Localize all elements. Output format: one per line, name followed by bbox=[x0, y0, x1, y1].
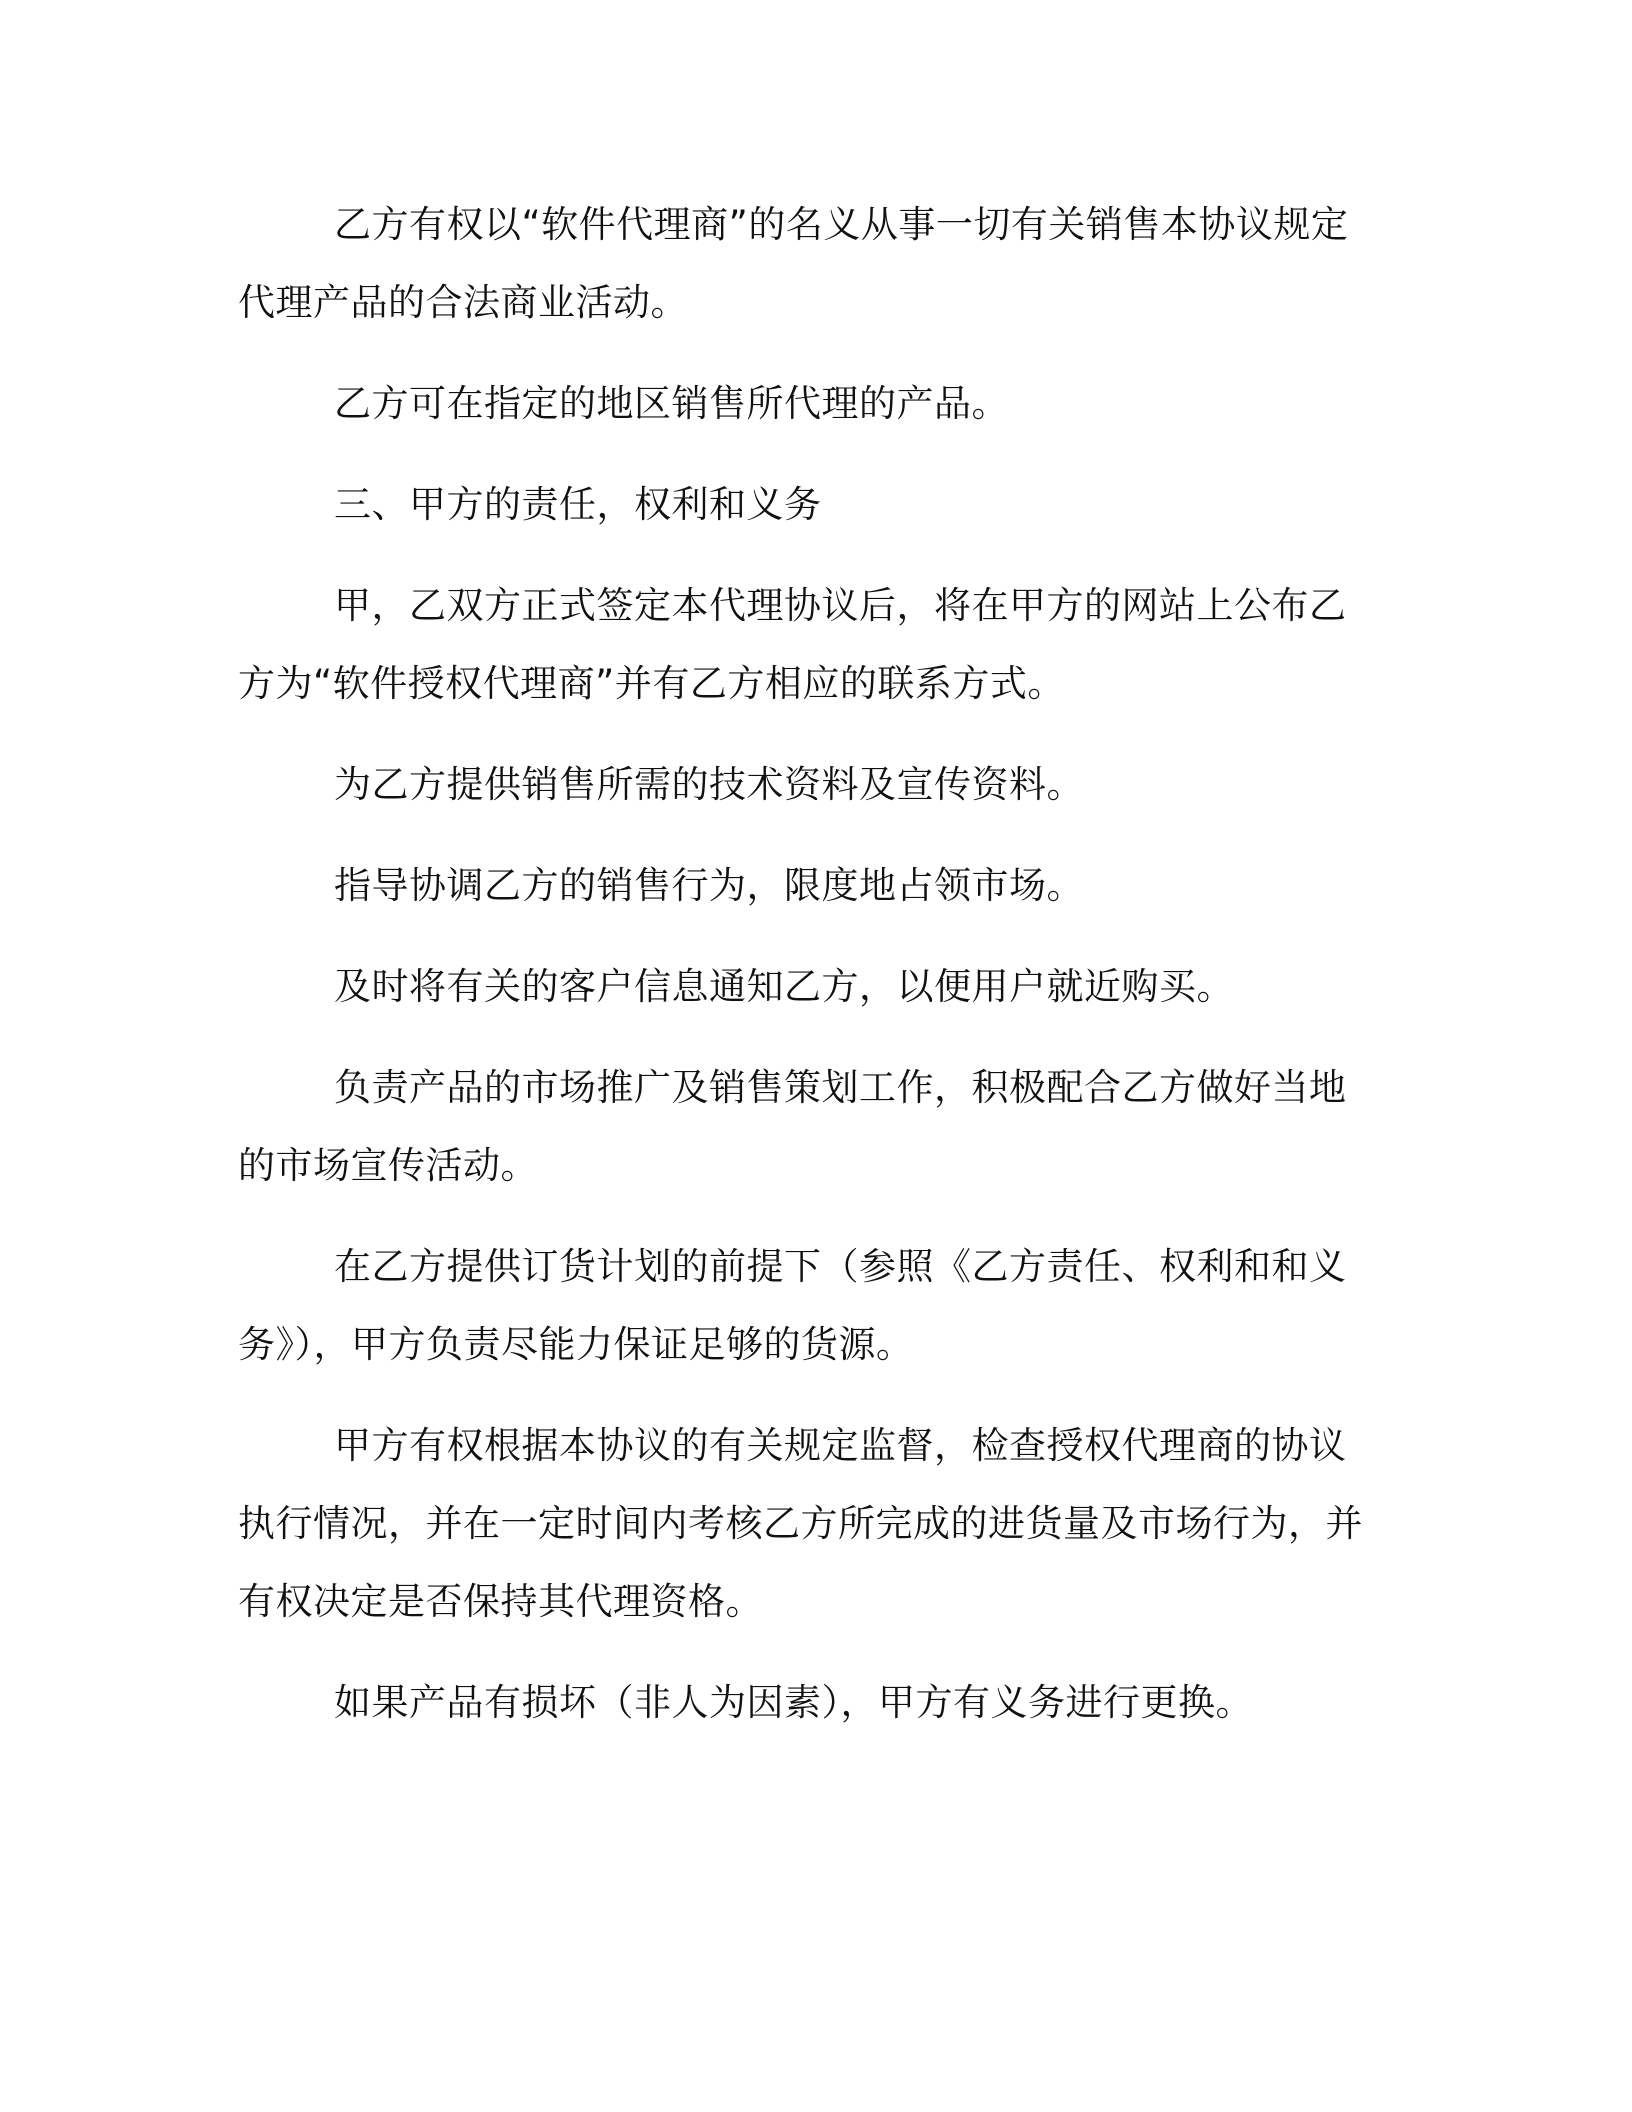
paragraph: 指导协调乙方的销售行为，限度地占领市场。 bbox=[334, 864, 1084, 907]
paragraph: 如果产品有损坏（非人为因素），甲方有义务进行更换。 bbox=[334, 1681, 1253, 1724]
paragraph: 乙方有权以“软件代理商”的名义从事一切有关销售本协议规定代理产品的合法商业活动。 bbox=[238, 203, 1349, 324]
paragraph: 乙方可在指定的地区销售所代理的产品。 bbox=[334, 382, 1009, 425]
paragraph: 为乙方提供销售所需的技术资料及宣传资料。 bbox=[334, 763, 1084, 806]
paragraph: 甲方有权根据本协议的有关规定监督，检查授权代理商的协议执行情况，并在一定时间内考核乙方所完成的进货量及市场行为，并有权决定是否保持其代理资格。 bbox=[238, 1424, 1363, 1623]
paragraph: 及时将有关的客户信息通知乙方，以便用户就近购买。 bbox=[334, 965, 1234, 1008]
section-heading: 三、甲方的责任，权利和义务 bbox=[334, 483, 822, 526]
paragraph: 在乙方提供订货计划的前提下（参照《乙方责任、权利和和义务》），甲方负责尽能力保证足够的货源。 bbox=[238, 1245, 1347, 1366]
paragraph: 甲，乙双方正式签定本代理协议后，将在甲方的网站上公布乙方为“软件授权代理商”并有乙方相应的联系方式。 bbox=[238, 584, 1347, 705]
paragraph: 负责产品的市场推广及销售策划工作，积极配合乙方做好当地的市场宣传活动。 bbox=[238, 1066, 1347, 1187]
document-body bbox=[238, 186, 1378, 1742]
